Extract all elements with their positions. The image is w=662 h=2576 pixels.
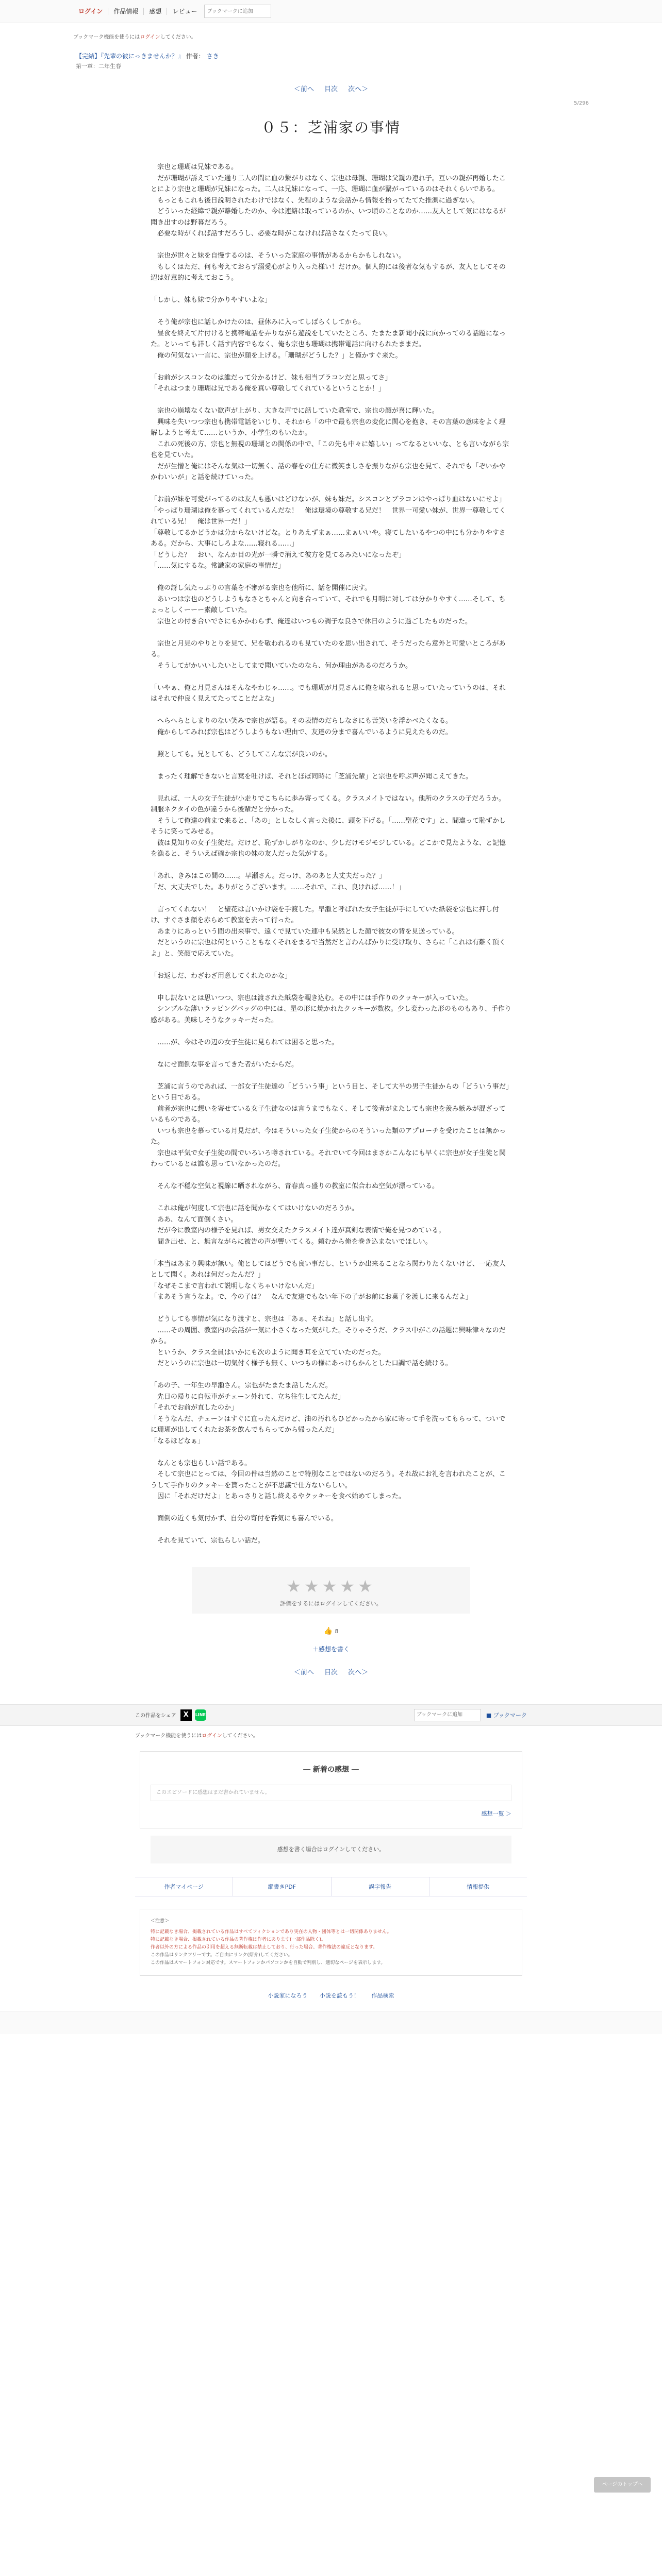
like-count: 8 <box>335 1628 339 1635</box>
paragraph: 「……気にするな。常識家の家庭の事情だ」 <box>151 562 285 570</box>
paragraph: 昼食を終えて片付けると携帯電話を弄りながら遊説をしていたところ、たまたま新聞小説に向かってのる話題になった。といっても詳しく話す内容でもなく、俺も宗也も珊瑚は携帯電話に向けられたままだ。 <box>151 329 506 348</box>
bookmark-note2-text: ブックマーク機能を使うには <box>135 1733 202 1739</box>
prev-link[interactable]: ＜前へ <box>293 86 314 93</box>
paragraph: 宗也と珊瑚は兄妹である。 <box>151 163 238 171</box>
paragraph: 「お前がシスコンなのは誰だって分かるけど、妹も相当ブラコンだと思ってさ」 <box>151 374 392 382</box>
chapter-number: 5/296 <box>574 100 589 106</box>
paragraph: 「どうした？ おい、なんか目の光が一瞬で消えて彼方を見てるみたいになったぞ」 <box>151 551 406 559</box>
paragraph: 「あの子、一年生の早瀬さん。宗也がたまたま話したんだ。 <box>151 1382 332 1389</box>
paragraph: 間き出せ、と、無言ながらに被告の声が響いてくる。頼むから俺を巻き込まないでほしい。 <box>151 1238 432 1246</box>
paragraph: 「だ、大丈夫でした。ありがとうございます。……それで、これ、良ければ……！」 <box>151 883 405 891</box>
paragraph: なんとも宗也らしい話である。 <box>151 1459 252 1467</box>
blank-line <box>151 483 511 495</box>
paragraph: 宗也が世々と妹を自慢するのは、そういった家庭の事情があるからかもしれない。 <box>151 252 406 260</box>
paragraph: あまりにあっという間の出来事で、遠くで見ていた連中も呆然とした顔で彼女の背を見送っている。 <box>151 927 459 936</box>
work-title-link[interactable]: 【完結】『先輩の彼にっきませんか？』 <box>76 53 184 60</box>
paragraph: 「いやぁ、俺と月見さんはそんなやわじゃ……。でも珊瑚が月見さんに俺を取られると思っていたっていうのは、それはそれで仲良く見えてたってことだよな」 <box>151 684 506 703</box>
paragraph: へらへらとしまりのない笑みで宗也が語る。その表情のだらしなさにも苦笑いを浮かべたくなる。 <box>151 717 453 725</box>
paragraph: 芝浦に言うのであれば、一部女子生徒達の「どういう事」という目と、そして大半の男子生徒からの「どういう事だ」という目である。 <box>151 1082 509 1101</box>
paragraph: 「なるほどなぁ」 <box>151 1437 205 1445</box>
paragraph: 「本当はあまり興味が無い。俺としてはどうでも良い事だし、というか出来ることなら関わりたくないけど、一応友人として聞く。あれは何だったんだ？」 <box>151 1260 506 1279</box>
paragraph: 「尊敬してるかどうかは分からないけどな。とりあえずまぁ……まぁいいや。寝てしたいるやつの中にも分かりやすさある。だから、大事にしろよな……寝れる……」 <box>151 529 506 548</box>
blank-line <box>151 284 511 295</box>
paragraph: そう俺が宗也に話しかけたのは、昼休みに入ってしばらくしてから。 <box>151 318 366 326</box>
paragraph: どうしても事情が気になり渡すと、宗也は「あぁ、それね」と話し出す。 <box>151 1315 378 1323</box>
top-bar <box>0 0 662 23</box>
paragraph: 必要な時がくれば話すだろうし、必要な時がこなければ話さなくたって良い。 <box>151 230 392 238</box>
caution-red-3: 作者以外の方による作品の引用を超える無断転載は禁止しており、行った場合、著作権法の違反となります。 <box>151 1944 378 1950</box>
impressions-heading: ― 新着の感想 ― <box>303 1765 359 1774</box>
blank-line <box>151 361 511 372</box>
caution-box <box>140 1909 522 1976</box>
paragraph: 「そうなんだ、チェーンはすぐに直ったんだけど、油の汚れもひどかったから家に寄って手を洗ってもらって、ついでに珊瑚が出してくれたお茶を飲んでもらってから帰ったんだ」 <box>151 1415 506 1434</box>
paragraph: そうしてがかいいしたいとしてまで聞いていたのなら、何か理由があるのだろうか。 <box>151 662 412 670</box>
paragraph: これは俺が何度して宗也に話を聞かなくてはいけないのだろうか。 <box>151 1205 359 1212</box>
blank-line <box>151 627 511 638</box>
paragraph: 「なぜそこまで言われて説明しなくちゃいけないんだ」 <box>151 1282 319 1290</box>
paragraph: それを見ていて、宗也らしい話だ。 <box>151 1537 264 1545</box>
work-title-bar <box>71 44 591 70</box>
share-bar <box>0 1704 662 1726</box>
rating-stars[interactable]: ★★★★★ <box>286 1576 376 1596</box>
bottom-links <box>0 1991 662 1999</box>
footer-nav <box>135 1877 527 1896</box>
paragraph: これの死後の方、宗也と無視の珊瑚との関係の中で、「この先も中々に嬉しい」ってなるといいな、とも言いながら宗也を見ていた。 <box>151 440 509 459</box>
paragraph: 宗也と月見のやりとりを見て、兄を敬われるのも見ていたのを思い出されて、そうだったら意外と可愛いところがある。 <box>151 639 506 658</box>
paragraph: だが珊瑚が訴えていた通り二人の間に血の繋がりはなく、宗也は母親、珊瑚は父親の連れ子。互いの親が再婚したことにより宗也と珊瑚が兄妹になった。二人は兄妹になって、一応、珊瑚に血が繋がっているのはそれくらいである。 <box>151 174 506 193</box>
bookmark-note2-text-end: してください。 <box>222 1733 258 1739</box>
paragraph: というか、クラス全員はいかにも次のように聞き耳を立てていたのだった。 <box>151 1348 385 1357</box>
blank-line <box>151 782 511 793</box>
blank-line <box>151 240 511 251</box>
x-share-icon[interactable]: X <box>180 1709 192 1721</box>
paragraph: いつも宗也を慕っている月見だが、今はそういった女子生徒からのそういった類のアプローチを受けたことは無かった。 <box>151 1127 506 1146</box>
paragraph: ……が、今はその辺の女子生徒に見られては困ると思った。 <box>151 1038 339 1046</box>
paragraph: まったく理解できないと言葉を吐けば、それとほぼ同時に「芝浦先輩」と宗也を呼ぶ声が聞こえてきた。 <box>151 772 473 781</box>
rating-box <box>192 1567 470 1614</box>
chapter-group: 第一章：二年生春 <box>76 63 121 70</box>
review-link[interactable]: レビュー <box>172 8 197 15</box>
paragraph: 「お返しだ、わざわざ用意してくれたのかな」 <box>151 972 292 980</box>
blank-line <box>151 1447 511 1458</box>
caution-red-1: 特に記載なき場合、掲載されている作品はすべてフィクションであり実在の人物・団体等とは一切関係ありません。 <box>151 1929 392 1935</box>
novel-body <box>151 162 511 1547</box>
paragraph: 「お前が妹を可愛がってるのは友人も悪いはどけないが、妹も妹だ。シスコンとブラコンはやっぱり血はないにせよ」 <box>151 496 506 503</box>
blank-line <box>151 1048 511 1059</box>
vertical-pdf-link[interactable]: 縦書きPDF <box>233 1877 331 1896</box>
impressions-more-link[interactable]: 感想一覧 ＞ <box>481 1810 511 1817</box>
paragraph: あいつは宗也のどうしようもなさとちゃんと向き合っていて、それでも月明に対しては分かりやすく……そして、ちょっとしくーーー素敵していた。 <box>151 595 506 614</box>
thumbs-up-icon: 👍 <box>323 1626 333 1635</box>
caution-line-1: この作品はリンクフリーです。ご自由にリンク(紹介)してください。 <box>151 1952 293 1958</box>
blank-line <box>151 893 511 904</box>
paragraph: 「まあそう言うなよ。で、今の子は？ なんで友達でもない年下の子がお前にお菓子を渡しに来るんだよ」 <box>151 1293 472 1301</box>
paragraph: 興味を失いつつ宗也も携帯電話をいじり、それから「の中で最も宗也の変化に関心を抱き、その言葉の意味をよく理解しようと考えて……というか、小学生のもいたか。 <box>151 418 506 437</box>
paragraph: もっともこれも後日説明されたわけではなく、先程のような会話から情報を拾ってたてた推測に過ぎない。 <box>151 196 479 205</box>
blank-line <box>151 395 511 406</box>
search-link[interactable]: 作品検索 <box>371 1992 394 1999</box>
paragraph: そんな不穏な空気と視線に晒されながら、青春真っ盛りの教室に似合わぬ空気が漂っている。 <box>151 1182 439 1190</box>
paragraph: 俺の何気ない一言に、宗也が顔を上げる。「珊瑚がどうした？」と僅かすぐ来た。 <box>151 351 402 360</box>
chapter-title: ０５：芝浦家の事情 <box>261 119 401 136</box>
paragraph: だが生憎と俺にはそんな気は一切無く、話の春をの仕方に微笑ましさを振りながら宗也を見て、それでも「ぞいかやかわいいが」と話を続けていった。 <box>151 462 506 481</box>
blank-line <box>151 306 511 317</box>
paragraph: ああ、なんて面倒くさい。 <box>151 1215 238 1224</box>
paragraph: 先日の帰りに自転車がチェーン外れて、立ち往生してたんだ」 <box>151 1393 345 1401</box>
paragraph: どういった経緯で親が離婚したのか、今は連絡は取っているのか、いつ頃のことなのか……友人として気にはなるが聞き出すのは野暮だろう。 <box>151 208 506 227</box>
blank-line <box>151 1026 511 1037</box>
login-link[interactable]: ログイン <box>73 8 108 15</box>
pager-top <box>0 70 662 100</box>
bookmark-button[interactable]: ■ ブックマーク <box>486 1711 527 1719</box>
blank-line <box>151 1170 511 1181</box>
bottom-bar <box>0 2011 662 2034</box>
blank-line <box>151 572 511 583</box>
paragraph: 「やっぱり珊瑚は俺を慕ってくれているんだな！ 俺は環境の尊敬する兄だ！ 世界一可愛い妹が、世界一尊敬してくれている兄！ 俺は世界一だ！」 <box>151 506 506 526</box>
paragraph: 照としても。兄としても、どうしてこんな宗が良いのか。 <box>151 750 332 758</box>
page-top-button[interactable]: ページのトップへ <box>594 2477 651 2493</box>
paragraph: 彼は見知りの女子生徒だ。だけど、恥ずかしがりなのか、少しだけモジモジしている。どこかで見たような、と記憶を漁ると、そういえば確か宗也の妹の友人だった気がする。 <box>151 839 506 858</box>
bookmark-login-link-bottom[interactable]: ログイン <box>202 1733 222 1739</box>
next-link-bottom[interactable]: 次へ＞ <box>348 1668 369 1676</box>
narou-link[interactable]: 小説家になろう <box>268 1992 308 1999</box>
blank-line <box>151 981 511 993</box>
prev-link-bottom[interactable]: ＜前へ <box>293 1668 314 1676</box>
blank-line <box>151 1070 511 1081</box>
author-link[interactable]: さき <box>206 53 219 60</box>
pager-bottom <box>0 1653 662 1684</box>
caution-line-2: この作品はスマートフォン対応です。スマートフォンかパソコンかを自動で判別し、適切なページを表示します。 <box>151 1960 386 1965</box>
paragraph: だが今に教室内の様子を見れば、男女交えたクラスメイト達が真剣な表情で俺を見つめている。 <box>151 1227 445 1234</box>
blank-line <box>151 705 511 716</box>
paragraph: 俺の訝し気たっぷりの言葉を不審がる宗也を他所に、話を開催に戻す。 <box>151 584 371 592</box>
blank-line <box>151 1524 511 1536</box>
paragraph: シンプルな薄いラッピングバッグの中には、星の形に焼かれたクッキーが数枚。少し変わった形のものもあり、手作り感がある。美味しそうなクッキーだった。 <box>151 1005 511 1024</box>
new-impressions <box>140 1751 522 1828</box>
blank-line <box>151 760 511 771</box>
paragraph: 「それでお前が直したのか」 <box>151 1404 238 1412</box>
index-link[interactable]: 目次 <box>324 86 338 93</box>
next-link[interactable]: 次へ＞ <box>348 86 369 93</box>
paragraph: 前者が宗也に想いを寄せている女子生徒なのは言うまでもなく、そして後者がまたしても宗也を羨み嫉みが混ざっているものである。 <box>151 1105 506 1124</box>
paragraph: ……その周囲、教室内の会話が一気に小さくなった気がした。そりゃそうだ、クラス中がこの話題に興味津々なのだから。 <box>151 1326 506 1345</box>
paragraph: なにせ面倒な事を言ってきた者がいたからだ。 <box>151 1060 299 1069</box>
write-impression-link[interactable]: ＋感想を書く <box>312 1645 350 1653</box>
author-mypage-link[interactable]: 作者マイページ <box>135 1877 233 1896</box>
like-button[interactable] <box>0 1627 662 1635</box>
paragraph: 面倒の近くも気付かず、自分の寄付を呑気にも喜んでいる。 <box>151 1515 338 1522</box>
paragraph: だというのに宗也は一切気付く様子も無く、いつもの様にあっけらかんとした口調で話を続ける。 <box>151 1360 452 1367</box>
author-label: 作者： <box>186 53 205 60</box>
paragraph: 宗也との付き合いでさにもかかわらず、俺達はいつもの調子な良さで休日のように過ごしたものだった。 <box>151 617 472 625</box>
work-info-link[interactable]: 作品情報 <box>108 8 144 15</box>
impressions-empty: このエピソードに感想はまだ書かれていません。 <box>151 1785 511 1801</box>
blank-line <box>151 959 511 971</box>
paragraph: 宗也は平気で女子生徒の間でいろいろ噂されている。それでいて今回はまさかこんなにも早くに宗也が女子生徒と関わっているとは誰も思っていなかったのだ。 <box>151 1149 506 1168</box>
paragraph: 俺からしてみれば宗也はどうしようもない理由で、友達の分まで喜んでいるように見えたものだ。 <box>151 728 452 736</box>
share-label: この作品をシェア <box>135 1713 176 1719</box>
paragraph: だというのに宗也は何ということもなくそれをまるで当然だと言わんばかりに受け取り、さらに「これは有難く頂くよ」と、笑顔で応えていた。 <box>151 939 506 958</box>
index-link-bottom[interactable]: 目次 <box>324 1668 338 1676</box>
paragraph: もしくはただ、何も考えておらず溺愛心がより入った様い！だけか。個人的には後者な気もするが、友人としてその辺は好意的に考えておこう。 <box>151 263 506 282</box>
paragraph: そして宗也にとっては、今回の件は当然のことで特別なことではないのだろう。それ故にお礼を言われたことが、こうして手作りのクッキーを貰ったことが不思議で仕方ないらしい。 <box>151 1470 506 1489</box>
caution-red-2: 特に記載なき場合、掲載されている作品の著作権は作者にあります(一部作品除く)。 <box>151 1937 326 1942</box>
paragraph: 見れば、一人の女子生徒が小走りでこちらに歩み寄ってくる。クラスメイトではない。他所のクラスの子だろうか。制服ネクタイの色が違うから後輩だと分かった。 <box>151 794 505 814</box>
blank-line <box>151 1502 511 1514</box>
bookmark-note-bottom <box>135 1726 527 1744</box>
paragraph: そうして俺達の前まで来ると、「あの」としなしく言った後に、頭を下げる。「……聖花です」と、間違って恥ずかしそうに笑ってみせる。 <box>151 817 506 836</box>
paragraph: 宗也の崩壊なくない歓声が上がり、大きな声でに話していた教室で、宗也の顔が喜に輝いた。 <box>151 407 439 415</box>
blank-line <box>151 1192 511 1204</box>
paragraph: 「それはつまり珊瑚は兄である俺を真い尊敬してくれているということか！」 <box>151 385 386 393</box>
paragraph: 言ってくれない！ と聖花は言いかけ袋を手渡した。早瀬と呼ばれた女子生徒が手にしていた紙袋を宗也に押し付け、すぐさま顔を赤らめて教室を去って行った。 <box>151 905 500 924</box>
paragraph: 申し訳ないとは思いつつ、宗也は渡された紙袋を覗き込む。その中には手作りのクッキーが入っていた。 <box>151 994 472 1002</box>
paragraph: 因に「それだけだよ」とあっさりと話し終えるやクッキーを食べ始めてしまった。 <box>151 1493 405 1500</box>
paragraph: 「しかし、妹も妹で分かりやすいよな」 <box>151 296 272 304</box>
blank-line <box>151 860 511 871</box>
blank-line <box>151 1247 511 1259</box>
blank-line <box>151 1369 511 1381</box>
bookmark-note <box>73 23 589 44</box>
bookmark-input[interactable] <box>414 1709 481 1721</box>
paragraph: 「あれ、きみはこの間の……。早瀬さん。だっけ、あのあと大丈夫だった？」 <box>151 872 386 880</box>
typo-report-link[interactable]: 誤字報告 <box>332 1877 429 1896</box>
bookmark-login-link[interactable]: ログイン <box>140 35 160 40</box>
line-share-icon[interactable]: LINE <box>195 1709 206 1721</box>
blank-line <box>151 738 511 749</box>
header-bookmark-input[interactable] <box>204 5 271 18</box>
rating-note: 評価をするにはログインしてください。 <box>280 1600 382 1607</box>
bookmark-note-text-end: してください。 <box>160 35 196 40</box>
impression-login-note[interactable]: 感想を書く場合はログインしてください。 <box>151 1836 511 1863</box>
yomou-link[interactable]: 小説を読もう！ <box>320 1992 359 1999</box>
impressions-link[interactable]: 感想 <box>144 8 167 15</box>
blank-line <box>151 671 511 683</box>
caution-title: ＜注意＞ <box>151 1918 170 1924</box>
blank-line <box>151 1303 511 1314</box>
bookmark-note-text: ブックマーク機能を使うには <box>73 35 140 40</box>
info-provide-link[interactable]: 情報提供 <box>467 1883 490 1890</box>
